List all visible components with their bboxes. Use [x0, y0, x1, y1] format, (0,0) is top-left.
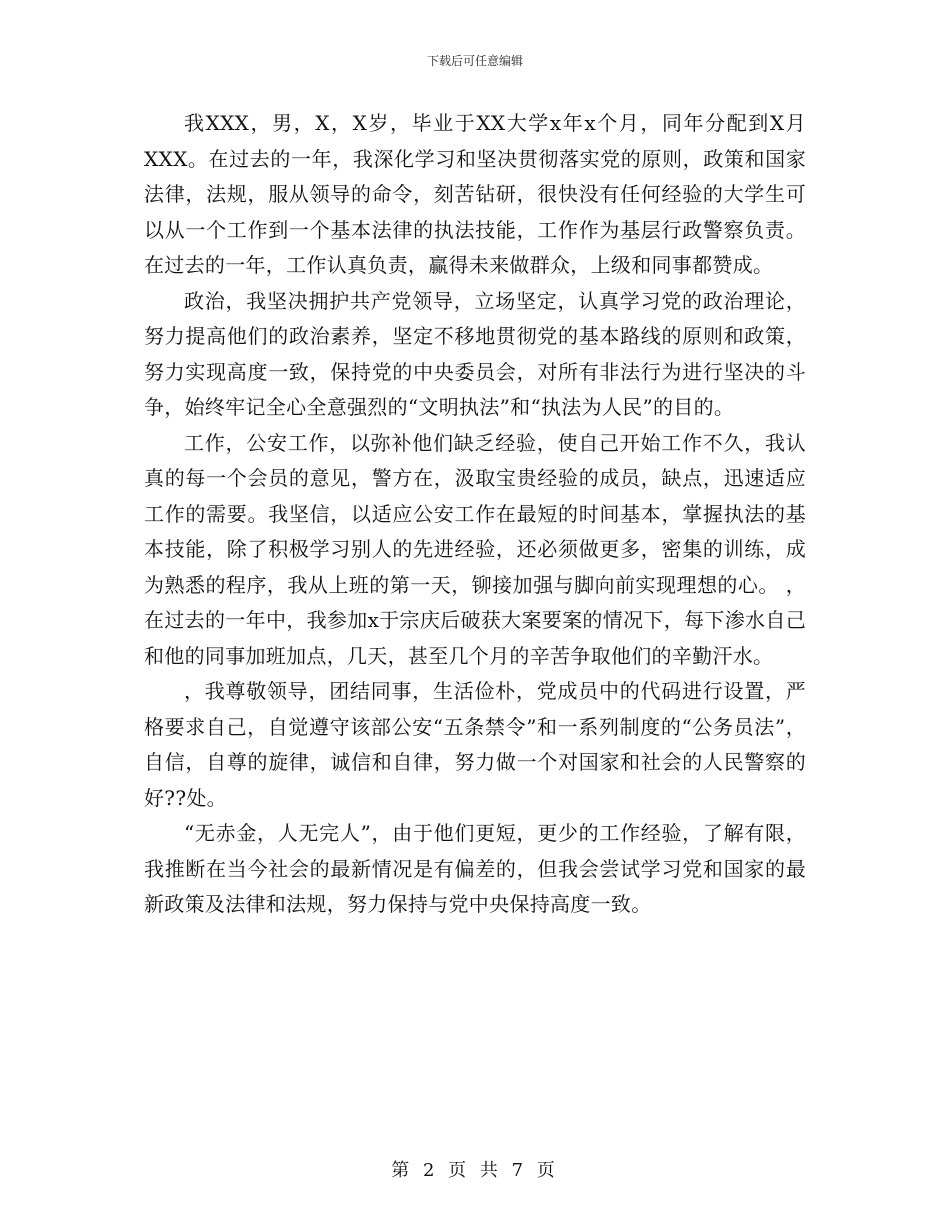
paragraph-intro: 我XXX，男，X，X岁，毕业于XX大学x年x个月，同年分配到X月XXX。在过去的一年，我深化学习和坚决贯彻落实党的原则，政策和国家法律，法规，服从领导的命令，刻苦钻研，很快没有任何经验的大学生可以从一个工作到一个基本法律的执法技能，工作作为基层行政警察负责。在过去的一年，工作认真负责，赢得未来做群众，上级和同事都赞成。 — [144, 111, 806, 277]
paragraph-politics: 政治，我坚决拥护共产党领导，立场坚定，认真学习党的政治理论，努力提高他们的政治素养，坚定不移地贯彻党的基本路线的原则和政策，努力实现高度一致，保持党的中央委员会，对所有非法行为进行坚决的斗争，始终牢记全心全意强烈的“文明执法”和“执法为人民”的目的。 — [144, 288, 806, 419]
paragraph-conduct: ，我尊敬领导，团结同事，生活俭朴，党成员中的代码进行设置，严格要求自己，自觉遵守该部公安“五条禁令”和一系列制度的“公务员法”，自信，自尊的旋律，诚信和自律，努力做一个对国家和社会的人民警察的好??处。 — [144, 679, 806, 810]
page-number-footer: 第 2 页 共 7 页 — [391, 1160, 559, 1181]
paragraph-shortcomings: “无赤金，人无完人”，由于他们更短，更少的工作经验，了解有限，我推断在当今社会的最新情况是有偏差的，但我会尝试学习党和国家的最新政策及法律和法规，努力保持与党中央保持高度一致。 — [144, 821, 806, 916]
page-header: 下载后可任意编辑 — [426, 54, 523, 68]
paragraph-work: 工作，公安工作，以弥补他们缺乏经验，使自己开始工作不久，我认真的每一个会员的意见，警方在，汲取宝贵经验的成员，缺点，迅速适应工作的需要。我坚信，以适应公安工作在最短的时间基本，掌握执法的基本技能，除了积极学习别人的先进经验，还必须做更多，密集的训练，成为熟悉的程序，我从上班的第一天，铆接加强与脚向前实现理想的心。 ，在过去的一年中，我参加x于宗庆后破获大案要案的情况下，每下渗水自己和他的同事加班加点，几天，甚至几个月的辛苦争取他们的辛勤汗水。 — [144, 430, 806, 668]
document-body — [144, 106, 806, 923]
